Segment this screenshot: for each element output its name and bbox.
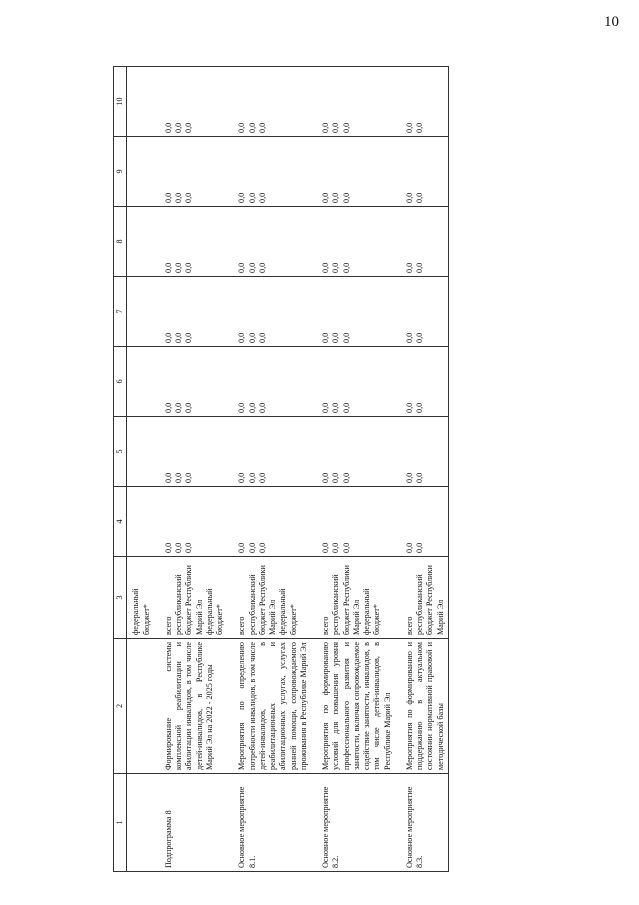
amount-value: 0,0	[184, 402, 194, 413]
amount-cell	[319, 67, 395, 137]
amount-value: 0,0	[257, 542, 267, 553]
spacer-cell	[154, 207, 162, 277]
spacer-cell	[154, 557, 162, 639]
amount-cell	[319, 417, 395, 487]
amount-value: 0,0	[404, 472, 414, 483]
spacer-cell	[395, 207, 403, 277]
amount-value: 0,0	[341, 472, 351, 483]
funding-source: федеральный бюджет*	[362, 588, 382, 635]
amount-value: 0,0	[174, 192, 183, 203]
amount-cell	[319, 487, 395, 557]
spacer-cell	[154, 417, 162, 487]
amount-value	[131, 140, 141, 203]
column-number-8: 8	[114, 207, 127, 277]
amount-cell	[235, 417, 311, 487]
amount-value: 0,0	[341, 332, 351, 343]
amount-value: 0,0	[184, 332, 194, 343]
amount-cell	[162, 417, 228, 487]
column-number-1: 1	[114, 774, 127, 872]
amount-value: 0,0	[237, 262, 247, 273]
funding-source: всего	[404, 616, 414, 635]
amount-value: 0,0	[404, 122, 414, 133]
amount-value: 0,0	[415, 192, 424, 203]
amount-value: 0,0	[237, 122, 247, 133]
column-number-6: 6	[114, 347, 127, 417]
amount-value	[131, 490, 141, 553]
spacer-cell	[395, 557, 403, 639]
spacer-cell	[154, 137, 162, 207]
amount-value: 0,0	[321, 262, 330, 273]
spacer-cell	[395, 347, 403, 417]
funding-source: республиканский бюджет Республики Марий Эл	[415, 565, 445, 635]
table-row	[403, 67, 449, 872]
amount-cell	[162, 487, 228, 557]
amount-value: 0,0	[331, 402, 341, 413]
page-number: 10	[604, 14, 619, 30]
funding-source: республиканский бюджет Республики Марий Эл	[174, 565, 204, 635]
funding-source: республиканский бюджет Республики Марий Эл	[247, 565, 277, 635]
spacer-cell	[395, 137, 403, 207]
spacer-cell	[154, 639, 162, 774]
amount-value: 0,0	[247, 122, 257, 133]
amount-value: 0,0	[404, 192, 414, 203]
spacer-cell	[227, 277, 235, 347]
amount-value: 0,0	[321, 192, 330, 203]
column-number-2: 2	[114, 639, 127, 774]
amount-cell	[403, 67, 449, 137]
amount-cell	[127, 487, 154, 557]
amount-value: 0,0	[331, 542, 341, 553]
spacer-cell	[227, 137, 235, 207]
amount-value: 0,0	[247, 472, 257, 483]
amount-value: 0,0	[415, 122, 424, 133]
amount-cell	[162, 207, 228, 277]
row-spacer	[311, 67, 319, 872]
amount-value: 0,0	[163, 192, 173, 203]
amount-cell	[127, 347, 154, 417]
spacer-cell	[227, 639, 235, 774]
program-description-cell: Мероприятия по формированию и поддержанию в актуальном состоянии нормативной правовой и методической базы	[403, 639, 449, 774]
amount-value: 0,0	[174, 262, 183, 273]
spacer-cell	[311, 487, 319, 557]
amount-value: 0,0	[341, 122, 351, 133]
program-description-cell: Формирование системы комплексной реабилитации и абилитации инвалидов, в том числе детей-инвалидов, в Республике Марий Эл на 2022 - 2025 годы	[162, 639, 228, 774]
amount-value: 0,0	[174, 472, 183, 483]
amount-value: 0,0	[174, 332, 183, 343]
amount-value	[131, 280, 141, 343]
amount-cell	[403, 277, 449, 347]
amount-value: 0,0	[237, 542, 247, 553]
spacer-cell	[311, 557, 319, 639]
amount-value: 0,0	[341, 262, 351, 273]
amount-cell	[127, 277, 154, 347]
amount-cell	[127, 137, 154, 207]
amount-cell	[162, 347, 228, 417]
program-description-cell: Мероприятия по формированию условий для повышения уровня профессионального развития и занятости, включая сопровождаемое содействие занятости, инвалидов, в том числе детей-инвалидов, в Республике Марий Эл	[319, 639, 395, 774]
amount-value	[131, 210, 141, 273]
spacer-cell	[227, 557, 235, 639]
amount-cell	[403, 487, 449, 557]
amount-value: 0,0	[331, 262, 341, 273]
program-code-cell: Основное мероприятие 8.3.	[403, 774, 449, 872]
amount-value: 0,0	[237, 192, 247, 203]
amount-cell	[162, 67, 228, 137]
amount-value: 0,0	[184, 472, 194, 483]
amount-value: 0,0	[247, 332, 257, 343]
spacer-cell	[227, 207, 235, 277]
amount-value: 0,0	[257, 402, 267, 413]
amount-value	[131, 350, 141, 413]
budget-table	[113, 66, 449, 872]
program-description-cell	[127, 639, 154, 774]
amount-value: 0,0	[404, 262, 414, 273]
amount-value: 0,0	[415, 402, 424, 413]
spacer-cell	[311, 137, 319, 207]
amount-cell	[235, 347, 311, 417]
amount-value: 0,0	[184, 122, 194, 133]
rotated-table-container	[113, 67, 603, 872]
amount-value: 0,0	[404, 332, 414, 343]
amount-value: 0,0	[163, 262, 173, 273]
amount-value: 0,0	[341, 192, 351, 203]
amount-value: 0,0	[415, 542, 424, 553]
amount-value: 0,0	[257, 122, 267, 133]
amount-cell	[127, 417, 154, 487]
spacer-cell	[227, 347, 235, 417]
amount-cell	[235, 207, 311, 277]
amount-value: 0,0	[404, 402, 414, 413]
amount-value: 0,0	[341, 402, 351, 413]
funding-source: федеральный бюджет*	[278, 588, 298, 635]
spacer-cell	[227, 417, 235, 487]
amount-value: 0,0	[415, 472, 424, 483]
funding-source-cell	[162, 557, 228, 639]
amount-value: 0,0	[331, 332, 341, 343]
amount-cell	[162, 137, 228, 207]
amount-value: 0,0	[184, 192, 194, 203]
spacer-cell	[395, 67, 403, 137]
funding-source: федеральный бюджет*	[131, 588, 151, 635]
amount-value: 0,0	[321, 542, 330, 553]
spacer-cell	[395, 639, 403, 774]
spacer-cell	[395, 277, 403, 347]
amount-value: 0,0	[321, 472, 330, 483]
table-row	[235, 67, 311, 872]
spacer-cell	[311, 347, 319, 417]
spacer-cell	[311, 207, 319, 277]
amount-cell	[319, 347, 395, 417]
amount-value: 0,0	[163, 122, 173, 133]
amount-value: 0,0	[331, 192, 341, 203]
amount-cell	[403, 137, 449, 207]
funding-source-cell	[235, 557, 311, 639]
amount-value: 0,0	[247, 402, 257, 413]
table-row	[319, 67, 395, 872]
program-code-cell	[127, 774, 154, 872]
amount-value: 0,0	[163, 542, 173, 553]
amount-cell	[235, 487, 311, 557]
amount-cell	[127, 67, 154, 137]
program-code-cell: Основное мероприятие 8.1.	[235, 774, 311, 872]
amount-value: 0,0	[331, 472, 341, 483]
funding-source-cell	[127, 557, 154, 639]
program-code-cell: Подпрограмма 8	[162, 774, 228, 872]
spacer-cell	[227, 487, 235, 557]
spacer-cell	[395, 774, 403, 872]
funding-source-cell	[319, 557, 395, 639]
amount-value: 0,0	[341, 542, 351, 553]
spacer-cell	[311, 639, 319, 774]
amount-value: 0,0	[257, 472, 267, 483]
amount-value: 0,0	[257, 332, 267, 343]
program-code-cell: Основное мероприятие 8.2.	[319, 774, 395, 872]
amount-cell	[403, 417, 449, 487]
amount-value: 0,0	[247, 262, 257, 273]
amount-cell	[403, 347, 449, 417]
spacer-cell	[154, 67, 162, 137]
amount-value: 0,0	[247, 542, 257, 553]
amount-cell	[127, 207, 154, 277]
spacer-cell	[227, 774, 235, 872]
spacer-cell	[154, 487, 162, 557]
spacer-cell	[227, 67, 235, 137]
column-number-5: 5	[114, 417, 127, 487]
amount-value: 0,0	[174, 402, 183, 413]
amount-value: 0,0	[237, 472, 247, 483]
column-number-7: 7	[114, 277, 127, 347]
row-spacer	[154, 67, 162, 872]
amount-value: 0,0	[321, 402, 330, 413]
amount-cell	[319, 207, 395, 277]
amount-value: 0,0	[174, 542, 183, 553]
table-row	[127, 67, 154, 872]
amount-cell	[319, 277, 395, 347]
amount-cell	[319, 137, 395, 207]
spacer-cell	[311, 417, 319, 487]
amount-value: 0,0	[237, 332, 247, 343]
spacer-cell	[154, 774, 162, 872]
amount-value: 0,0	[174, 122, 183, 133]
funding-source: всего	[163, 616, 173, 635]
spacer-cell	[311, 774, 319, 872]
amount-value: 0,0	[257, 192, 267, 203]
amount-value: 0,0	[404, 542, 414, 553]
amount-cell	[403, 207, 449, 277]
funding-source-cell	[403, 557, 449, 639]
spacer-cell	[395, 417, 403, 487]
amount-value: 0,0	[321, 332, 330, 343]
funding-source: федеральный бюджет*	[204, 588, 224, 635]
amount-value: 0,0	[163, 472, 173, 483]
amount-value	[131, 70, 141, 133]
column-number-10: 10	[114, 67, 127, 137]
spacer-cell	[311, 277, 319, 347]
spacer-cell	[154, 277, 162, 347]
column-number-3: 3	[114, 557, 127, 639]
amount-value: 0,0	[331, 122, 341, 133]
amount-cell	[235, 67, 311, 137]
amount-value: 0,0	[415, 262, 424, 273]
amount-cell	[235, 277, 311, 347]
funding-source: всего	[321, 616, 330, 635]
column-number-9: 9	[114, 137, 127, 207]
amount-value: 0,0	[163, 332, 173, 343]
funding-source: всего	[237, 616, 247, 635]
spacer-cell	[154, 347, 162, 417]
amount-value: 0,0	[247, 192, 257, 203]
funding-source: республиканский бюджет Республики Марий Эл	[331, 565, 361, 635]
amount-value: 0,0	[237, 402, 247, 413]
column-number-4: 4	[114, 487, 127, 557]
table-body	[127, 67, 449, 872]
spacer-cell	[311, 67, 319, 137]
amount-value: 0,0	[163, 402, 173, 413]
amount-cell	[162, 277, 228, 347]
amount-value: 0,0	[321, 122, 330, 133]
amount-value: 0,0	[415, 332, 424, 343]
column-number-header	[114, 67, 127, 872]
program-description-cell: Мероприятия по определению потребности инвалидов, в том числе детей-инвалидов, в реабилитационных и абилитационных услугах, услугах ранней помощи, сопровождаемого проживания в Республике Марий Эл	[235, 639, 311, 774]
row-spacer	[227, 67, 235, 872]
table-row	[162, 67, 228, 872]
amount-value: 0,0	[257, 262, 267, 273]
amount-value	[131, 420, 141, 483]
amount-value: 0,0	[184, 262, 194, 273]
row-spacer	[395, 67, 403, 872]
amount-value: 0,0	[184, 542, 194, 553]
amount-cell	[235, 137, 311, 207]
spacer-cell	[395, 487, 403, 557]
